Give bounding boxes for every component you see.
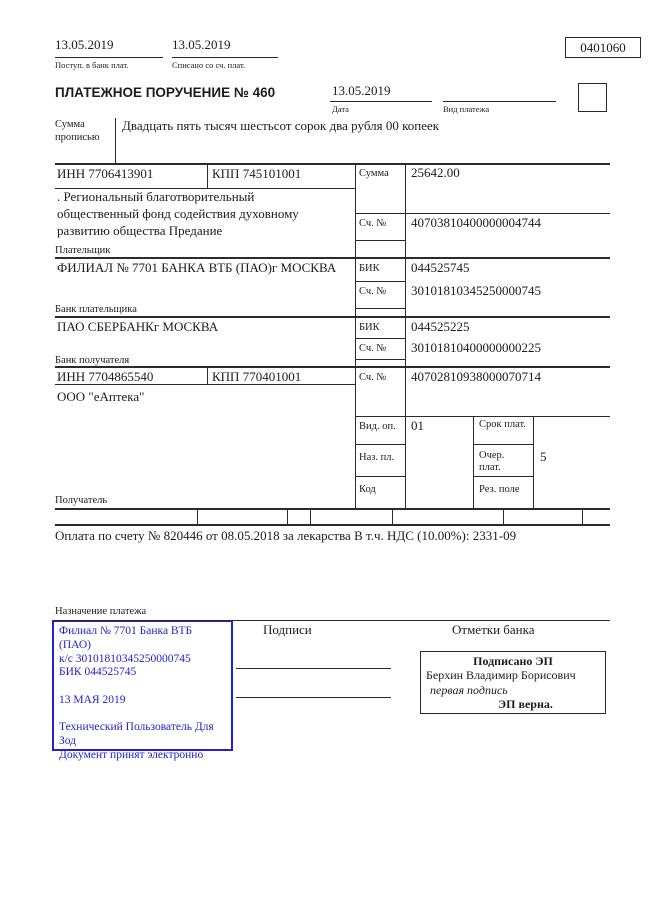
form-rule-line	[473, 416, 474, 508]
stamp-line: Документ принят электронно	[59, 748, 204, 761]
form-rule-line	[330, 101, 432, 102]
stamp-line	[59, 707, 226, 721]
payee-kpp: КПП 770401001	[212, 369, 302, 384]
form-rule-line	[172, 57, 278, 58]
payee-bank-account-label: Сч. №	[359, 343, 387, 354]
ep-verified-text: ЭП верна.	[498, 697, 553, 712]
code-label: Код	[359, 484, 376, 495]
payee-bank-bik-value: 044525225	[411, 319, 470, 334]
stamp-line: к/с 30101810345250000745	[59, 652, 191, 665]
form-rule-line	[355, 163, 356, 508]
op-kind-value: 01	[411, 418, 424, 433]
payee-section-label: Получатель	[55, 495, 108, 506]
form-rule-line	[582, 508, 583, 524]
payee-account-value: 40702810938000070714	[411, 369, 541, 384]
payment-kind-label: Вид платежа	[443, 104, 490, 114]
bank-stamp	[52, 620, 233, 761]
payer-inn: ИНН 7706413901	[57, 166, 154, 181]
date-label: Дата	[332, 104, 349, 114]
reserve-field-label: Рез. поле	[479, 484, 520, 495]
form-rule-line	[473, 444, 533, 445]
payer-section-label: Плательщик	[55, 245, 111, 256]
form-rule-line	[405, 163, 406, 508]
amount-in-words: Двадцать пять тысяч шестьсот сорок два рубля 00 копеек	[122, 118, 440, 133]
priority-value: 5	[540, 449, 547, 464]
amount-label: Сумма	[359, 168, 389, 179]
form-rule-line	[310, 508, 311, 524]
form-rule-line	[55, 620, 610, 621]
payer-name-line-2: общественный фонд содействия духовному	[57, 206, 299, 221]
form-rule-line	[55, 257, 610, 259]
payee-bank-section-label: Банк получателя	[55, 355, 130, 366]
form-code: 0401060	[580, 39, 626, 55]
payee-bank-bik-label: БИК	[359, 322, 380, 333]
payment-purpose-text: Оплата по счету № 820446 от 08.05.2018 за лекарства В т.ч. НДС (10.00%): 2331-09	[55, 528, 517, 543]
payer-bank-name: ФИЛИАЛ № 7701 БАНКА ВТБ (ПАО)г МОСКВА	[57, 260, 337, 275]
electronic-signature-box	[420, 651, 606, 714]
amount-words-label-1: Сумма	[55, 119, 85, 130]
form-rule-line	[55, 188, 355, 189]
stamp-line: 13 МАЯ 2019	[59, 693, 126, 706]
form-rule-line	[355, 476, 405, 477]
payee-name: ООО "еАптека"	[57, 389, 145, 404]
purpose-section-label: Назначение платежа	[55, 606, 147, 617]
form-rule-line	[355, 240, 405, 241]
amount-words-label-2: прописью	[55, 132, 100, 143]
payer-bank-section-label: Банк плательщика	[55, 304, 137, 315]
amount-value: 25642.00	[411, 165, 460, 180]
stamp-line: Технический Пользователь Для	[59, 720, 214, 733]
payee-inn: ИНН 7704865540	[57, 369, 154, 384]
payment-kind-box	[578, 83, 607, 112]
payer-name-line-3: развитию общества Предание	[57, 223, 223, 238]
form-rule-line	[355, 308, 405, 309]
form-rule-line	[443, 101, 556, 102]
form-rule-line	[236, 668, 391, 669]
form-rule-line	[287, 508, 288, 524]
payer-bank-bik-label: БИК	[359, 263, 380, 274]
form-rule-line	[355, 444, 405, 445]
payer-kpp: КПП 745101001	[212, 166, 302, 181]
debited-date: 13.05.2019	[172, 37, 231, 52]
payer-name-line-1: . Региональный благотворительный	[57, 189, 255, 204]
stamp-line: БИК 044525745	[59, 666, 137, 679]
payment-purpose-label: Наз. пл.	[359, 452, 395, 463]
payee-account-label: Сч. №	[359, 372, 387, 383]
form-rule-line	[115, 118, 116, 163]
received-in-bank-date: 13.05.2019	[55, 37, 114, 52]
payer-bank-account-label: Сч. №	[359, 286, 387, 297]
form-rule-line	[55, 163, 610, 165]
form-rule-line	[392, 508, 393, 524]
op-kind-label: Вид. оп.	[359, 421, 396, 432]
received-in-bank-label: Поступ. в банк плат.	[55, 60, 129, 70]
form-rule-line	[55, 384, 355, 385]
payer-bank-account-value: 30101810345250000745	[411, 283, 541, 298]
stamp-line: Зод	[59, 734, 77, 747]
form-rule-line	[473, 476, 533, 477]
debited-label: Списано со сч. плат.	[172, 60, 246, 70]
ep-signer-name: Берхин Владимир Борисович	[426, 668, 576, 683]
payee-bank-name: ПАО СБЕРБАНКг МОСКВА	[57, 319, 219, 334]
form-rule-line	[55, 508, 610, 510]
payer-account-label: Сч. №	[359, 218, 387, 229]
priority-label: Очер. плат.	[479, 450, 505, 474]
form-rule-line	[355, 359, 405, 360]
form-rule-line	[503, 508, 504, 524]
form-rule-line	[55, 524, 610, 526]
payer-account-value: 40703810400000004744	[411, 215, 541, 230]
stamp-line	[59, 680, 226, 694]
form-rule-line	[533, 416, 534, 508]
form-rule-line	[207, 163, 208, 188]
form-code-box	[565, 37, 641, 58]
form-rule-line	[355, 281, 405, 282]
form-rule-line	[55, 57, 163, 58]
ep-signed-title: Подписано ЭП	[473, 654, 553, 668]
payer-bank-bik-value: 044525745	[411, 260, 470, 275]
document-title: ПЛАТЕЖНОЕ ПОРУЧЕНИЕ № 460	[55, 85, 276, 100]
payment-term-label: Срок плат.	[479, 419, 526, 430]
document-date: 13.05.2019	[332, 83, 391, 98]
form-rule-line	[355, 338, 405, 339]
payee-bank-account-value: 30101810400000000225	[411, 340, 541, 355]
form-rule-line	[197, 508, 198, 524]
form-rule-line	[55, 366, 610, 368]
ep-signature-kind: первая подпись	[430, 682, 508, 697]
form-rule-line	[236, 697, 391, 698]
form-rule-line	[207, 366, 208, 384]
form-rule-line	[55, 316, 610, 318]
form-rule-line	[355, 416, 610, 417]
bank-marks-title: Отметки банка	[452, 622, 535, 637]
signatures-title: Подписи	[263, 622, 312, 637]
form-rule-line	[355, 213, 610, 214]
stamp-line: Филиал № 7701 Банка ВТБ (ПАО)	[59, 625, 193, 651]
